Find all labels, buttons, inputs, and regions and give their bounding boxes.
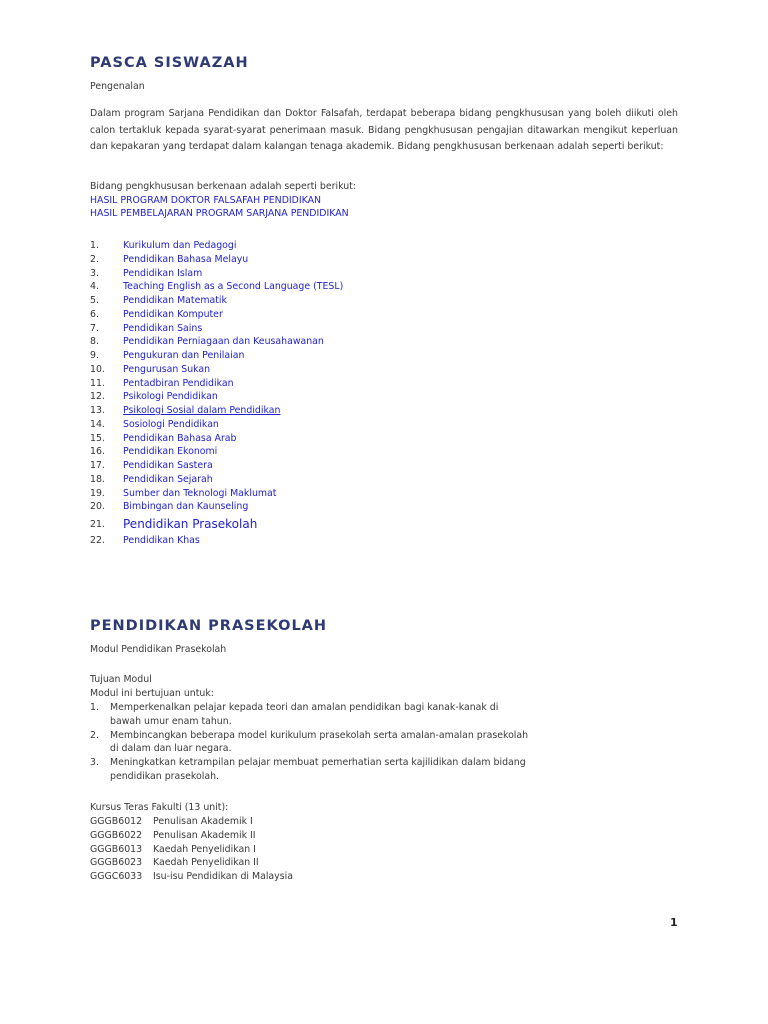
- core-courses-heading: Kursus Teras Fakulti (13 unit):: [90, 802, 229, 813]
- list-item-number: 5.: [90, 295, 99, 306]
- list-item-link[interactable]: Psikologi Sosial dalam Pendidikan: [123, 405, 281, 416]
- list-item-link[interactable]: Sosiologi Pendidikan: [123, 418, 219, 430]
- list-item-number: 18.: [90, 473, 105, 485]
- list-item-link[interactable]: Pendidikan Matematik: [123, 295, 227, 306]
- list-item-number: 3.: [90, 267, 99, 279]
- aim-item: [90, 701, 530, 729]
- list-item-link[interactable]: Pengukuran dan Penilaian: [123, 350, 245, 361]
- list-item-number: 4.: [90, 281, 99, 293]
- course-name: Kaedah Penyelidikan II: [153, 857, 259, 869]
- list-item-link[interactable]: Sumber dan Teknologi Maklumat: [123, 487, 277, 499]
- list-item-number: 22.: [90, 535, 105, 546]
- list-item-number: 21.: [90, 519, 105, 530]
- list-item-number: 1.: [90, 240, 99, 251]
- list-item-link[interactable]: Pendidikan Sastera: [123, 460, 213, 471]
- aim-text: Memperkenalkan pelajar kepada teori dan amalan pendidikan bagi kanak-kanak di bawah umur enam tahun.: [110, 702, 499, 727]
- list-item-link[interactable]: Bimbingan dan Kaunseling: [123, 501, 249, 513]
- course-name: Kaedah Penyelidikan I: [153, 843, 256, 855]
- aim-heading: Tujuan Modul: [90, 674, 152, 685]
- course-name: Penulisan Akademik II: [153, 829, 256, 841]
- section-title-pendidikan-prasekolah: PENDIDIKAN PRASEKOLAH: [90, 618, 328, 634]
- list-item-number: 8.: [90, 336, 99, 348]
- subtitle-pengenalan: Pengenalan: [90, 81, 145, 92]
- course-name: Penulisan Akademik I: [153, 816, 253, 827]
- list-item-number: 9.: [90, 350, 99, 361]
- list-item-link[interactable]: Pendidikan Bahasa Arab: [123, 432, 237, 444]
- course-code: GGGB6013: [90, 843, 143, 855]
- aim-text: Meningkatkan ketrampilan pelajar membuat pemerhatian serta kajilidikan dalam bidang pendidikan prasekolah.: [110, 757, 526, 782]
- intro-paragraph: Dalam program Sarjana Pendidikan dan Doktor Falsafah, terdapat beberapa bidang pengkhususan yang boleh diikuti oleh calon tertakluk kepada syarat-syarat penerimaan masuk. Bidang pengkhususan pengajian ditawarkan mengikut keperluan dan kepakaran yang terdapat dalam kalangan tenaga akademik. Bidang pengkhususan berkenaan adalah seperti berikut:: [90, 108, 678, 152]
- list-item-number: 19.: [90, 487, 105, 499]
- course-code: GGGB6022: [90, 829, 143, 841]
- list-item-number: 15.: [90, 432, 105, 444]
- list-item-number: 13.: [90, 405, 105, 416]
- aim-number: 1.: [90, 702, 99, 713]
- list-item-number: 10.: [90, 363, 105, 375]
- course-name: Isu-isu Pendidikan di Malaysia: [153, 871, 293, 882]
- course-code: GGGB6023: [90, 857, 143, 869]
- list-item-number: 12.: [90, 391, 105, 403]
- aim-intro: Modul ini bertujuan untuk:: [90, 688, 214, 699]
- subtitle-modul: Modul Pendidikan Prasekolah: [90, 644, 227, 655]
- list-item-link[interactable]: Pendidikan Komputer: [123, 308, 223, 320]
- aims-list: [90, 701, 530, 784]
- list-item-number: 16.: [90, 446, 105, 458]
- course-code: GGGC6033: [90, 871, 143, 882]
- aim-number: 3.: [90, 757, 99, 768]
- list-item-number: 7.: [90, 322, 99, 334]
- aim-number: 2.: [90, 729, 99, 741]
- list-item-link[interactable]: Teaching English as a Second Language (TESL): [123, 281, 344, 293]
- list-item-number: 17.: [90, 460, 105, 471]
- list-item-number: 20.: [90, 501, 105, 513]
- list-item-number: 11.: [90, 377, 105, 389]
- list-intro: Bidang pengkhususan berkenaan adalah seperti berikut:: [90, 181, 356, 192]
- list-item-number: 6.: [90, 308, 99, 320]
- list-item-link[interactable]: Pengurusan Sukan: [123, 363, 211, 375]
- page-number: 1: [670, 916, 678, 929]
- list-item-link[interactable]: Pendidikan Sains: [123, 322, 203, 334]
- aim-item: [90, 756, 530, 784]
- list-item-link[interactable]: Kurikulum dan Pedagogi: [123, 240, 237, 251]
- list-item-link[interactable]: Psikologi Pendidikan: [123, 391, 218, 403]
- list-item-link[interactable]: Pendidikan Khas: [123, 535, 200, 546]
- section-title-pasca-siswazah: PASCA SISWAZAH: [90, 55, 249, 71]
- list-item-link[interactable]: Pendidikan Bahasa Melayu: [123, 253, 249, 265]
- list-item-link[interactable]: Pentadbiran Pendidikan: [123, 377, 234, 389]
- list-item-link[interactable]: Pendidikan Sejarah: [123, 473, 213, 485]
- aim-text: Membincangkan beberapa model kurikulum prasekolah serta amalan-amalan prasekolah di dalam dan luar negara.: [110, 729, 529, 755]
- list-item-link[interactable]: Pendidikan Prasekolah: [123, 517, 258, 531]
- course-code: GGGB6012: [90, 816, 143, 827]
- list-item-link[interactable]: Pendidikan Islam: [123, 267, 203, 279]
- link-doktor-falsafah[interactable]: HASIL PROGRAM DOKTOR FALSAFAH PENDIDIKAN: [90, 195, 322, 206]
- list-item-number: 14.: [90, 418, 105, 430]
- list-item-link[interactable]: Pendidikan Ekonomi: [123, 446, 218, 458]
- list-item-link[interactable]: Pendidikan Perniagaan dan Keusahawanan: [123, 336, 324, 348]
- list-item-number: 2.: [90, 253, 99, 265]
- aim-item: [90, 729, 530, 757]
- link-sarjana-pendidikan[interactable]: HASIL PEMBELAJARAN PROGRAM SARJANA PENDIDIKAN: [90, 208, 349, 219]
